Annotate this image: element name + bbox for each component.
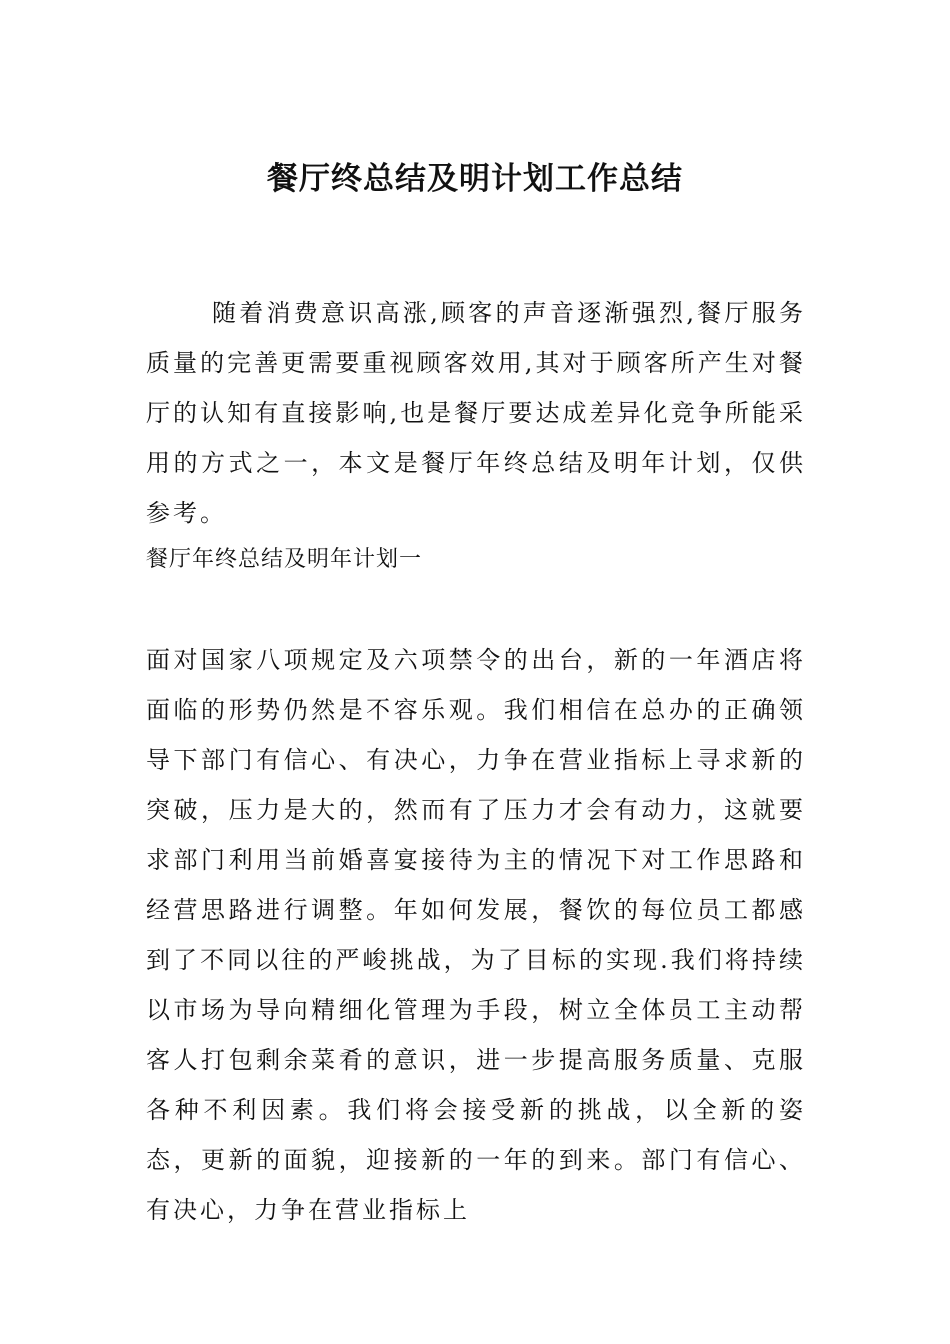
body-paragraph: 面对国家八项规定及六项禁令的出台，新的一年酒店将面临的形势仍然是不容乐观。我们相信在总办的正确领导下部门有信心、有决心，力争在营业指标上寻求新的突破，压力是大的，然而有了压力才会有动力，这就要求部门利用当前婚喜宴接待为主的情况下对工作思路和经营思路进行调整。年如何发展，餐饮的每位员工都感到了不同以往的严峻挑战，为了目标的实现.我们将持续以市场为导向精细化管理为手段，树立全体员工主动帮客人打包剩余菜肴的意识，进一步提高服务质量、克服各种不利因素。我们将会接受新的挑战，以全新的姿态，更新的面貌，迎接新的一年的到来。部门有信心、有决心，力争在营业指标上 xyxy=(146,646,806,1224)
intro-paragraph: 随着消费意识高涨,顾客的声音逐渐强烈,餐厅服务质量的完善更需要重视顾客效用,其对于顾客所产生对餐厅的认知有直接影响,也是餐厅要达成差异化竞争所能采用的方式之一，本文是餐厅年终总结及明年计划，仅供参考。 xyxy=(146,299,806,527)
document-title: 餐厅终总结及明计划工作总结 xyxy=(267,161,683,197)
section-heading: 餐厅年终总结及明年计划一 xyxy=(146,547,423,572)
